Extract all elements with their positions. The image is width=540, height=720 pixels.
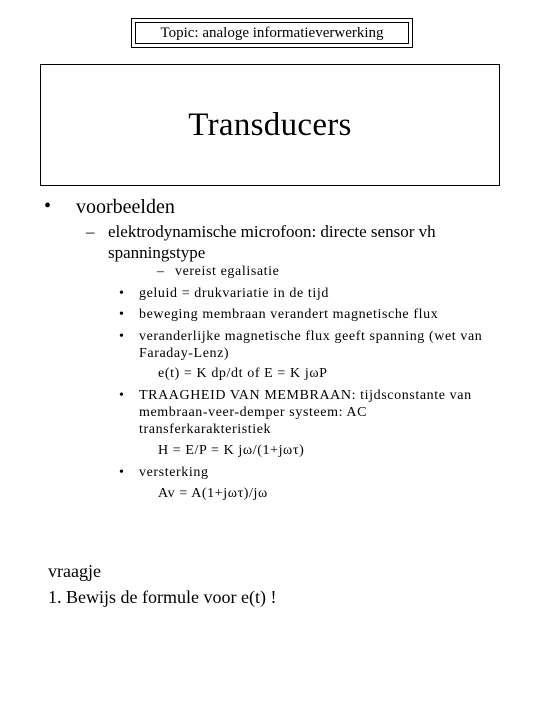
- level3-dash: –: [157, 264, 165, 279]
- point-2-text: beweging membraan verandert magnetische flux: [139, 307, 439, 322]
- point-3-formula: e(t) = K dp/dt of E = K jωP: [158, 366, 328, 381]
- question-1: 1. Bewijs de formule voor e(t) !: [48, 587, 277, 607]
- point-4-line2: membraan-veer-demper systeem: AC: [139, 405, 368, 420]
- point-bullet-4: •: [119, 388, 125, 403]
- point-5-formula: Av = A(1+jωτ)/jω: [158, 486, 268, 501]
- level2-line2: spanningstype: [108, 243, 206, 262]
- point-bullet-5: •: [119, 465, 125, 480]
- level3-text: vereist egalisatie: [175, 264, 280, 279]
- point-4-line3: transferkarakteristiek: [139, 422, 272, 437]
- level2-line1: elektrodynamische microfoon: directe sensor vh: [108, 222, 436, 241]
- point-5-text: versterking: [139, 465, 209, 480]
- topic-label: Topic: analoge informatieverwerking: [135, 22, 409, 44]
- point-3-line1: veranderlijke magnetische flux geeft spanning (wet van: [139, 329, 483, 344]
- point-bullet-3: •: [119, 329, 125, 344]
- title-box: [40, 64, 500, 186]
- point-4-formula: H = E/P = K jω/(1+jωτ): [158, 443, 305, 458]
- point-bullet-1: •: [119, 286, 125, 301]
- point-bullet-2: •: [119, 307, 125, 322]
- point-1-text: geluid = drukvariatie in de tijd: [139, 286, 329, 301]
- topic-box: [131, 18, 413, 48]
- level1-text: voorbeelden: [76, 196, 175, 218]
- level2-dash: –: [86, 222, 95, 241]
- slide-title: Transducers: [188, 106, 352, 143]
- question-heading: vraagje: [48, 561, 101, 581]
- point-3-line2: Faraday-Lenz): [139, 346, 230, 361]
- point-4-line1: TRAAGHEID VAN MEMBRAAN: tijdsconstante van: [139, 388, 472, 403]
- level1-bullet: •: [44, 195, 52, 217]
